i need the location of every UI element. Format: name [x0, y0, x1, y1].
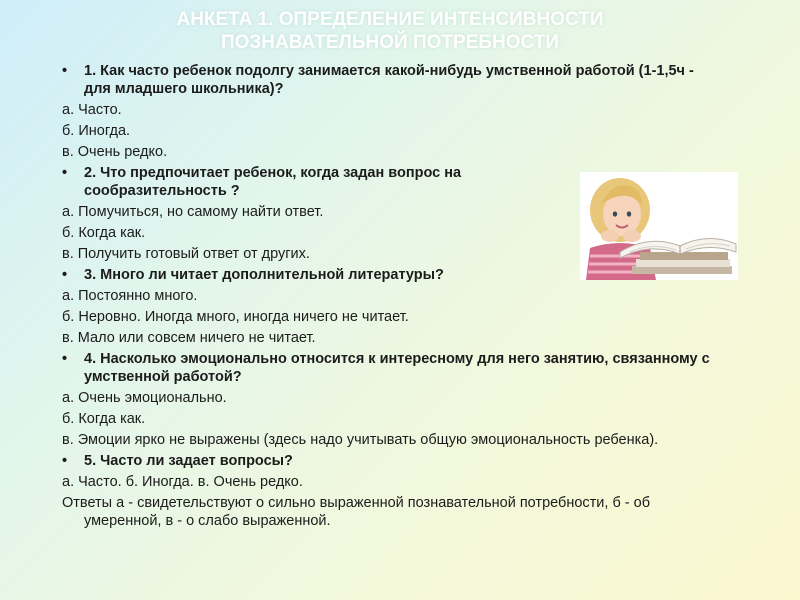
question-2-text: 2. Что предпочитает ребенок, когда задан вопрос на сообразительность ?: [84, 165, 462, 199]
answer-4b: б. Когда как.: [62, 411, 146, 427]
question-5: [62, 452, 722, 470]
answer-3c: в. Мало или совсем ничего не читает.: [62, 330, 316, 346]
answer-2a: а. Помучиться, но самому найти ответ.: [62, 204, 324, 220]
question-3-text: 3. Много ли читает дополнительной литературы?: [84, 267, 444, 283]
answer-2c: в. Получить готовый ответ от других.: [62, 246, 310, 262]
question-5-text: 5. Часто ли задает вопросы?: [84, 453, 293, 469]
bullet-icon: •: [62, 165, 68, 181]
girl-with-book-icon: [580, 172, 738, 280]
girl-reading-image: [580, 172, 738, 280]
question-1-text: 1. Как часто ребенок подолгу занимается какой-нибудь умственной работой (1-1,5ч - для младшего школьника)?: [84, 63, 694, 97]
question-4: [62, 350, 722, 386]
conclusion-text: Ответы а - свидетельствуют о сильно выраженной познавательной потребности, б - об умеренной, в - о слабо выраженной.: [62, 495, 651, 529]
bullet-icon: •: [62, 351, 68, 367]
questionnaire: [62, 62, 722, 533]
answer-2b: б. Когда как.: [62, 225, 146, 241]
slide-title: [110, 8, 670, 54]
answer-1c: в. Очень редко.: [62, 144, 168, 160]
title-line-2: ПОЗНАВАТЕЛЬНОЙ ПОТРЕБНОСТИ: [220, 32, 560, 53]
title-line-1: АНКЕТА 1. ОПРЕДЕЛЕНИЕ ИНТЕНСИВНОСТИ: [176, 9, 604, 30]
answer-4a: а. Очень эмоционально.: [62, 390, 227, 406]
bullet-icon: •: [62, 63, 68, 79]
answer-1a: а. Часто.: [62, 102, 122, 118]
bullet-icon: •: [62, 267, 68, 283]
answer-3a: а. Постоянно много.: [62, 288, 198, 304]
answer-3b: б. Неровно. Иногда много, иногда ничего не читает.: [62, 309, 409, 325]
question-1: [62, 62, 722, 98]
bullet-icon: •: [62, 453, 68, 469]
question-2: [62, 164, 564, 200]
answer-1b: б. Иногда.: [62, 123, 131, 139]
question-4-text: 4. Насколько эмоционально относится к интересному для него занятию, связанному с умственной работой?: [84, 351, 710, 385]
answer-4c: в. Эмоции ярко не выражены (здесь надо учитывать общую эмоциональность ребенка).: [62, 432, 659, 448]
answer-5: а. Часто. б. Иногда. в. Очень редко.: [62, 474, 303, 490]
